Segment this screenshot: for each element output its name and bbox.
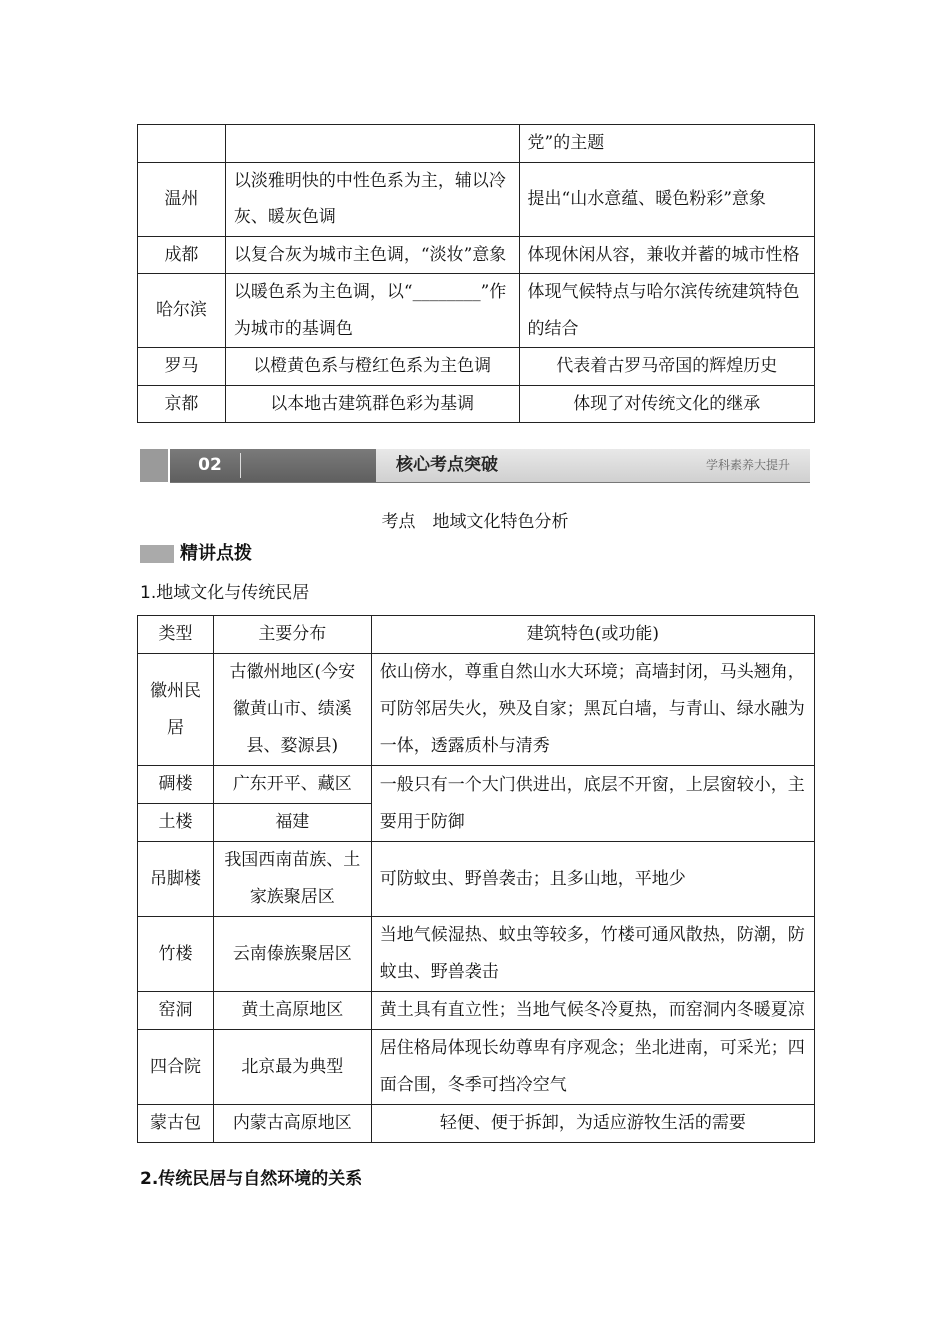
table-row bbox=[138, 125, 815, 163]
banner-number-block bbox=[170, 449, 376, 482]
type-cell: 吊脚楼 bbox=[138, 842, 214, 917]
city-cell: 成都 bbox=[138, 236, 226, 274]
table-row bbox=[138, 992, 815, 1030]
table-row bbox=[138, 385, 815, 423]
feature-cell: 当地气候湿热、蚊虫等较多，竹楼可通风散热，防潮，防蚊虫、野兽袭击 bbox=[371, 917, 814, 992]
meaning-cell: 体现了对传统文化的继承 bbox=[519, 385, 814, 423]
table-row bbox=[138, 236, 815, 274]
city-cell: 哈尔滨 bbox=[138, 274, 226, 348]
table-row bbox=[138, 274, 815, 348]
dwelling-table bbox=[137, 615, 815, 1143]
feature-cell: 以本地古建筑群色彩为基调 bbox=[225, 385, 519, 423]
table-header-row bbox=[138, 616, 815, 654]
table-row bbox=[138, 1030, 815, 1105]
column-header: 类型 bbox=[138, 616, 214, 654]
column-header: 主要分布 bbox=[213, 616, 371, 654]
meaning-cell: 党”的主题 bbox=[519, 125, 814, 163]
dist-cell: 黄土高原地区 bbox=[213, 992, 371, 1030]
dist-cell: 我国西南苗族、土家族聚居区 bbox=[213, 842, 371, 917]
type-cell: 土楼 bbox=[138, 804, 214, 842]
table-row bbox=[138, 1105, 815, 1143]
feature-cell: 轻便、便于拆卸，为适应游牧生活的需要 bbox=[371, 1105, 814, 1143]
banner-title: 核心考点突破 bbox=[396, 455, 498, 475]
type-cell: 窑洞 bbox=[138, 992, 214, 1030]
type-cell: 徽州民居 bbox=[138, 654, 214, 766]
feature-cell: 可防蚊虫、野兽袭击；且多山地，平地少 bbox=[371, 842, 814, 917]
section-heading-1: 1.地域文化与传统民居 bbox=[140, 583, 310, 603]
type-cell: 竹楼 bbox=[138, 917, 214, 992]
feature-cell: 以暖色系为主色调，以“________”作为城市的基调色 bbox=[225, 274, 519, 348]
feature-cell: 以淡雅明快的中性色系为主，辅以冷灰、暖灰色调 bbox=[225, 162, 519, 236]
dist-cell: 内蒙古高原地区 bbox=[213, 1105, 371, 1143]
feature-cell: 一般只有一个大门供进出，底层不开窗，上层窗较小，主要用于防御 bbox=[371, 766, 814, 842]
meaning-cell: 代表着古罗马帝国的辉煌历史 bbox=[519, 348, 814, 386]
banner-number: 02 bbox=[198, 455, 222, 475]
dist-cell: 云南傣族聚居区 bbox=[213, 917, 371, 992]
city-cell bbox=[138, 125, 226, 163]
column-header: 建筑特色(或功能) bbox=[371, 616, 814, 654]
meaning-cell: 体现休闲从容，兼收并蓄的城市性格 bbox=[519, 236, 814, 274]
banner-underline bbox=[170, 482, 810, 483]
feature-cell: 依山傍水，尊重自然山水大环境；高墙封闭，马头翘角，可防邻居失火，殃及自家；黑瓦白墙，与青山、绿水融为一体，透露质朴与清秀 bbox=[371, 654, 814, 766]
dist-cell: 古徽州地区(今安徽黄山市、绩溪县、婺源县) bbox=[213, 654, 371, 766]
feature-cell: 以橙黄色系与橙红色系为主色调 bbox=[225, 348, 519, 386]
type-cell: 碉楼 bbox=[138, 766, 214, 804]
feature-cell: 居住格局体现长幼尊卑有序观念；坐北进南，可采光；四面合围，冬季可挡冷空气 bbox=[371, 1030, 814, 1105]
table-row bbox=[138, 766, 815, 804]
topic-heading: 考点 地域文化特色分析 bbox=[381, 512, 569, 532]
table-row bbox=[138, 162, 815, 236]
dist-cell: 广东开平、藏区 bbox=[213, 766, 371, 804]
type-cell: 四合院 bbox=[138, 1030, 214, 1105]
feature-cell: 以复合灰为城市主色调，“淡妆”意象 bbox=[225, 236, 519, 274]
table-row bbox=[138, 917, 815, 992]
city-color-table bbox=[137, 124, 815, 423]
dist-cell: 北京最为典型 bbox=[213, 1030, 371, 1105]
table-row bbox=[138, 842, 815, 917]
banner-decor bbox=[140, 449, 168, 482]
section-heading-2: 2.传统民居与自然环境的关系 bbox=[140, 1169, 363, 1189]
meaning-cell: 提出“山水意蕴、暖色粉彩”意象 bbox=[519, 162, 814, 236]
feature-cell bbox=[225, 125, 519, 163]
city-cell: 罗马 bbox=[138, 348, 226, 386]
banner-divider bbox=[240, 453, 241, 478]
city-cell: 京都 bbox=[138, 385, 226, 423]
label-text: 精讲点拨 bbox=[180, 543, 252, 564]
banner-subtitle: 学科素养大提升 bbox=[705, 458, 790, 472]
table-row bbox=[138, 654, 815, 766]
type-cell: 蒙古包 bbox=[138, 1105, 214, 1143]
banner-title-block bbox=[376, 449, 810, 482]
dist-cell: 福建 bbox=[213, 804, 371, 842]
label-bar bbox=[140, 545, 174, 563]
feature-cell: 黄土具有直立性；当地气候冬冷夏热，而窑洞内冬暖夏凉 bbox=[371, 992, 814, 1030]
city-cell: 温州 bbox=[138, 162, 226, 236]
section-banner bbox=[140, 449, 810, 482]
meaning-cell: 体现气候特点与哈尔滨传统建筑特色的结合 bbox=[519, 274, 814, 348]
table-row bbox=[138, 348, 815, 386]
